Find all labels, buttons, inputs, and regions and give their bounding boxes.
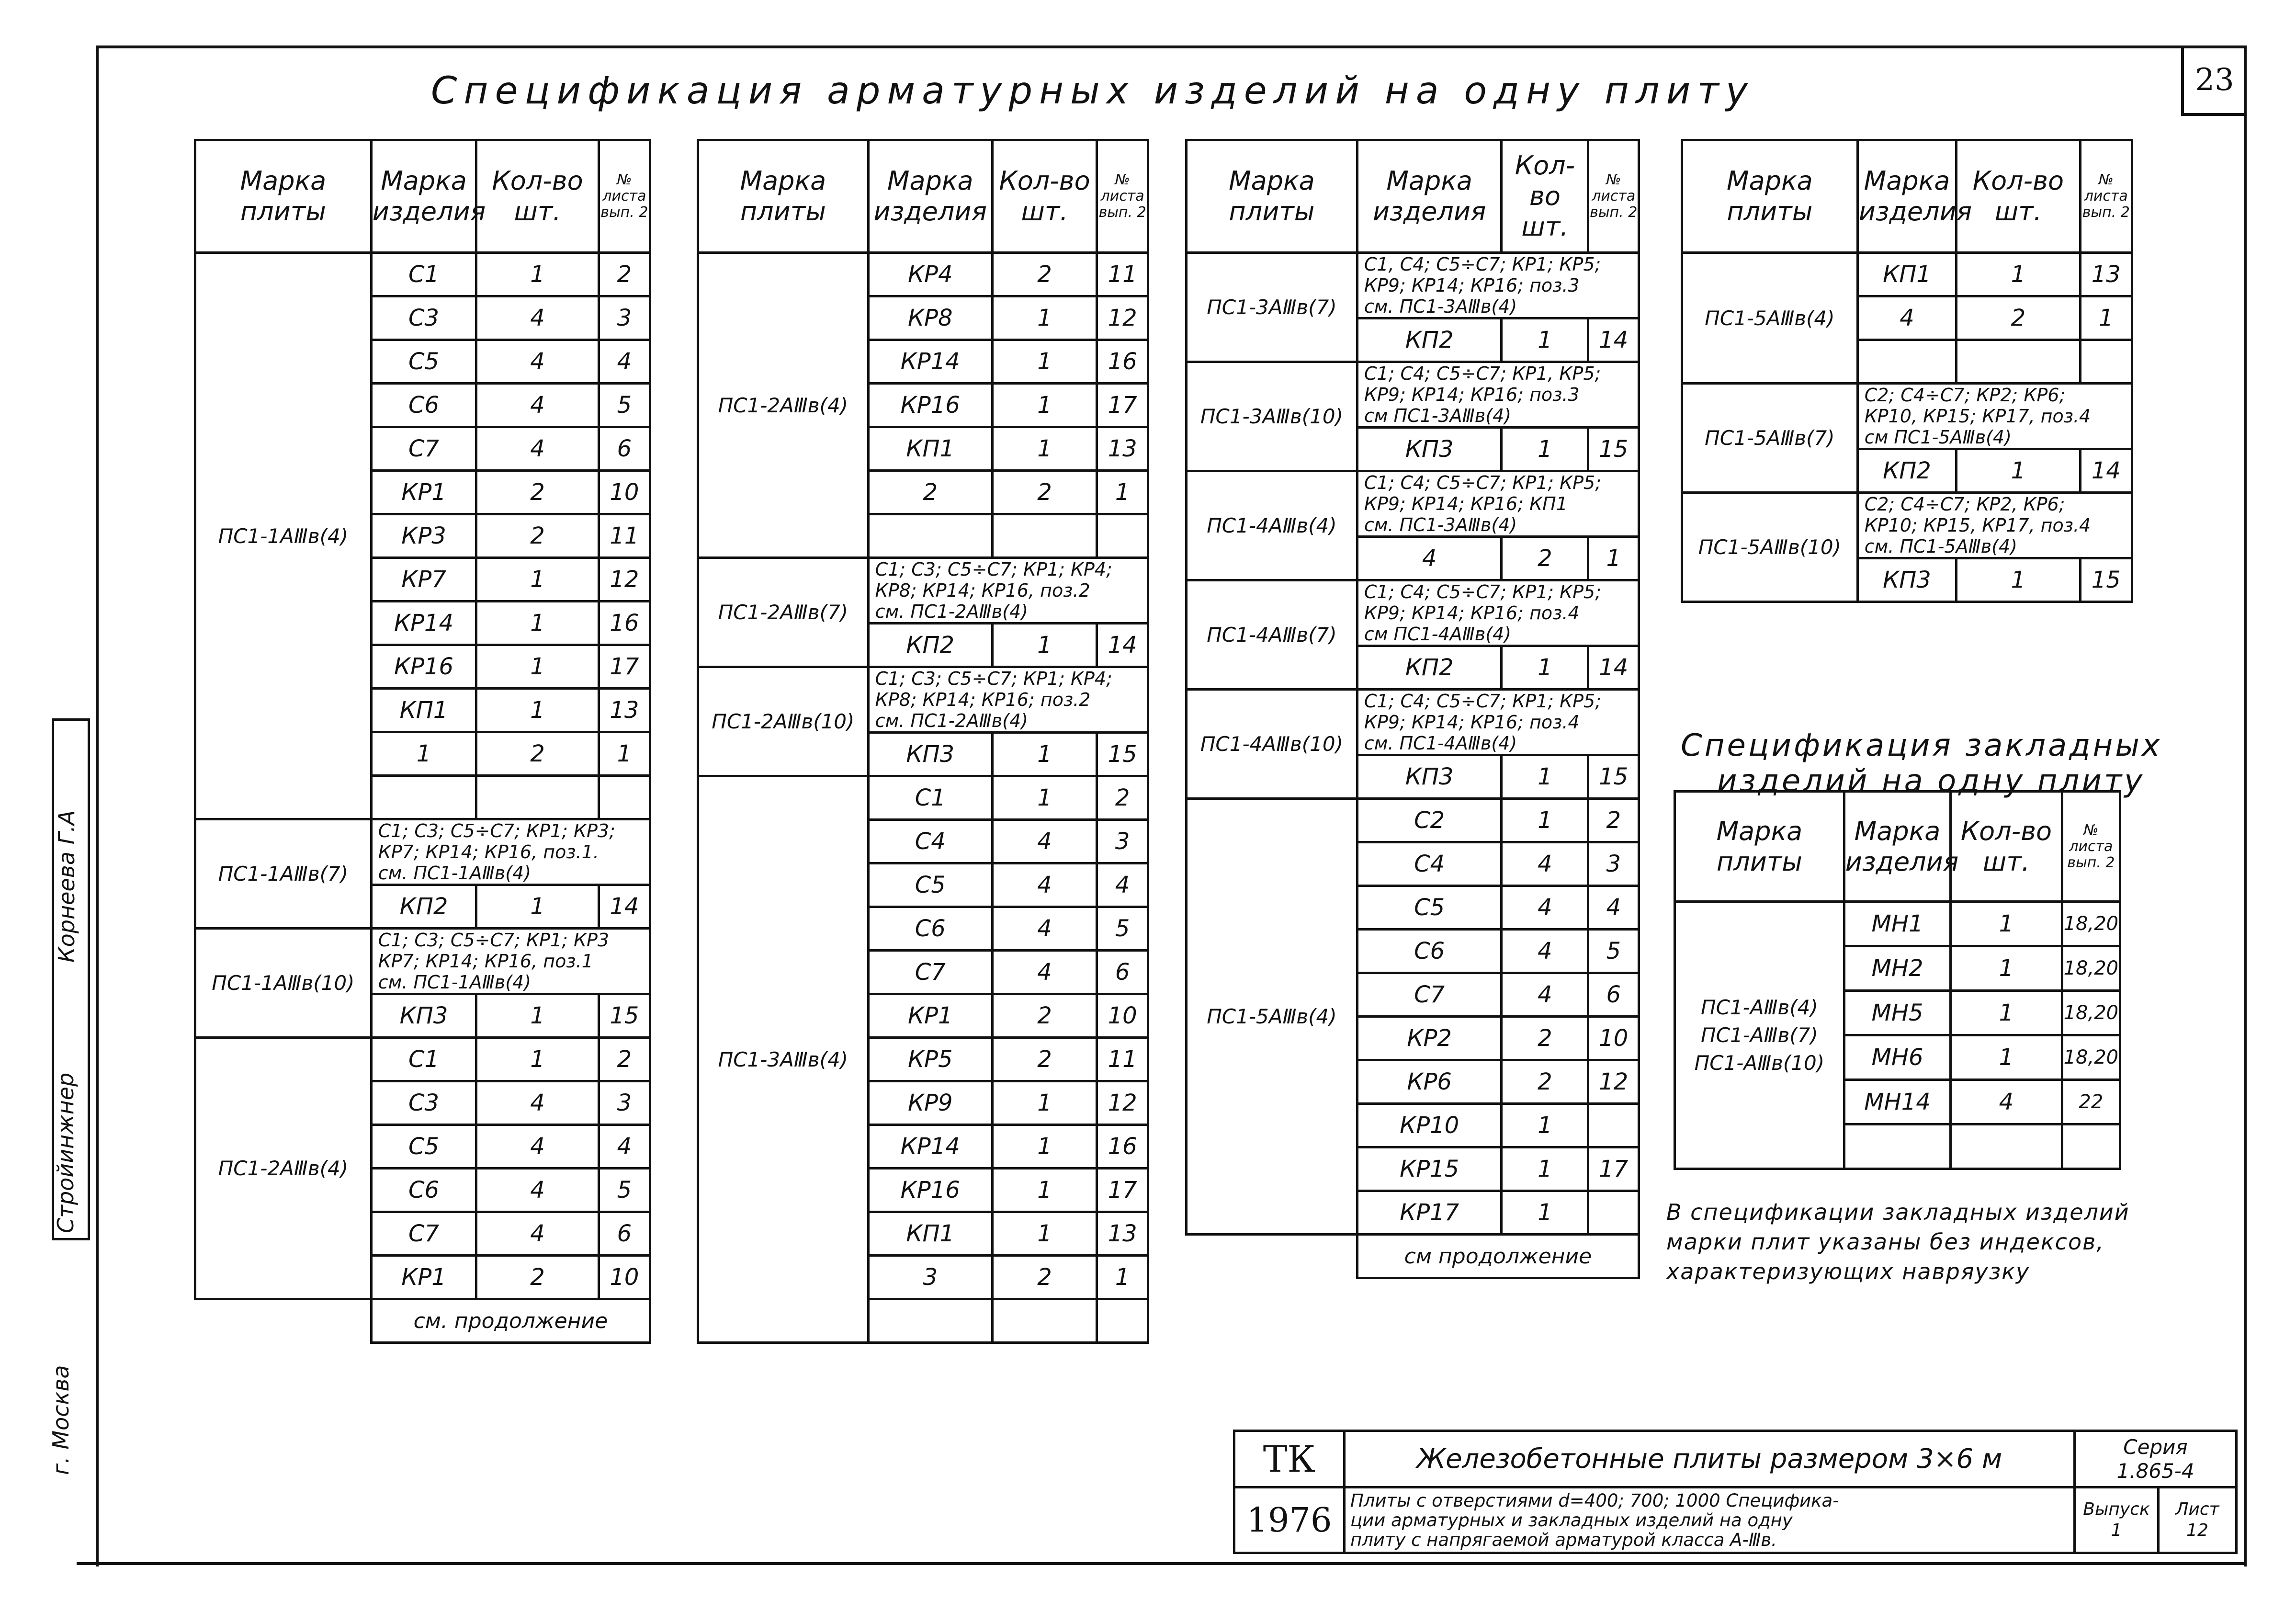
cell: 1: [992, 1212, 1097, 1256]
stamp-sheet: [2159, 1487, 2237, 1553]
cell: 1: [1502, 318, 1588, 362]
cell: 4: [476, 1125, 599, 1169]
cell: 16: [1097, 1125, 1148, 1169]
cell: 3: [599, 1081, 650, 1125]
remark-note: В спецификации закладных изделий марки плит указаны без индексов, характеризующих навряузку: [1666, 1199, 2130, 1284]
cell: 1: [599, 732, 650, 776]
cell: [1097, 1299, 1148, 1343]
header-sheet: № листа вып. 2: [1588, 140, 1639, 253]
cell: 13: [1097, 1212, 1148, 1256]
cell: 3: [868, 1256, 992, 1299]
cell: 10: [1097, 994, 1148, 1038]
cell: [1951, 1124, 2062, 1169]
plate-mark: ПС1-5АⅢв(4): [1682, 253, 1858, 384]
cell: 1: [1951, 946, 2062, 991]
cell: С5: [1357, 886, 1502, 930]
cell: 4: [1857, 296, 1957, 340]
cell: КП2: [371, 885, 476, 929]
cell: МН14: [1844, 1080, 1950, 1124]
cell: [1844, 1124, 1950, 1169]
cell: 13: [599, 689, 650, 732]
cell: С6: [371, 1169, 476, 1212]
plate-mark: ПС1-3АⅢв(10): [1187, 362, 1357, 471]
cell: 17: [1097, 1169, 1148, 1212]
header-item: Марка изделия: [868, 140, 992, 253]
note-cell: С1; С4; С5÷С7; КР1; КР5; КР9; КР14; КР16; поз.4 см ПС1-4АⅢв(4): [1357, 580, 1639, 646]
cell: 5: [599, 384, 650, 427]
cell: КП3: [371, 994, 476, 1038]
cell: 10: [599, 1256, 650, 1299]
cell: 1: [1951, 902, 2062, 946]
note-cell: С1, С4; С5÷С7; КР1; КР5; КР9; КР14; КР16; поз.3 см. ПС1-3АⅢв(4): [1357, 253, 1639, 318]
continuation-note: см. продолжение: [371, 1299, 650, 1343]
cell: 1: [992, 733, 1097, 776]
cell: 4: [992, 951, 1097, 994]
header-plate: Марка плиты: [1682, 140, 1858, 253]
table-row: [1675, 902, 2120, 946]
cell: КР14: [868, 340, 992, 384]
cell: 13: [1097, 427, 1148, 471]
cell: 2: [1502, 1017, 1588, 1060]
spec-table-3: [1185, 139, 1640, 1279]
plate-mark: ПС1-1АⅢв(4): [195, 253, 372, 819]
cell: 1: [1951, 991, 2062, 1035]
cell: КР1: [371, 471, 476, 514]
cell: 4: [992, 907, 1097, 951]
cell: 1: [992, 1081, 1097, 1125]
cell: С1: [371, 253, 476, 296]
header-qty: Кол-во шт.: [1951, 792, 2062, 902]
plate-mark: ПС1-3АⅢв(7): [1187, 253, 1357, 362]
note-cell: С2; С4÷С7; КР2, КР6; КР10; КР15, КР17, поз.4 см. ПС1-5АⅢв(4): [1857, 493, 2132, 558]
cell: КР16: [868, 1169, 992, 1212]
cell: 1: [2080, 296, 2132, 340]
cell: КП3: [1857, 558, 1957, 602]
cell: КР7: [371, 558, 476, 602]
cell: 16: [1097, 340, 1148, 384]
cell: 1: [371, 732, 476, 776]
header-qty: Кол-во шт.: [1957, 140, 2080, 253]
cell: 4: [1502, 886, 1588, 930]
cell: 1: [476, 885, 599, 929]
cell: 2: [992, 471, 1097, 514]
cell: 1: [1097, 471, 1148, 514]
cell: 4: [1502, 842, 1588, 886]
cell: 3: [599, 296, 650, 340]
cell: КР10: [1357, 1104, 1502, 1147]
stamp-year: 1976: [1234, 1487, 1345, 1553]
plate-mark: ПС1-5АⅢв(7): [1682, 384, 1858, 493]
plate-mark: ПС1-АⅢв(4) ПС1-АⅢв(7) ПС1-АⅢв(10): [1675, 902, 1844, 1169]
table-row: [195, 253, 650, 296]
page-number: 23: [2181, 47, 2245, 116]
cell: КР14: [868, 1125, 992, 1169]
cell: [1857, 340, 1957, 384]
cell: 6: [599, 1212, 650, 1256]
cell: КП2: [1357, 646, 1502, 690]
cell: 2: [868, 471, 992, 514]
stamp-issue-label: Выпуск: [2083, 1499, 2150, 1519]
cell: 1: [1502, 799, 1588, 842]
cell: С4: [1357, 842, 1502, 886]
cell: 4: [992, 820, 1097, 863]
stamp-description: Плиты с отверстиями d=400; 700; 1000 Специфика- ции арматурных и закладных изделий на одну плиту с напрягаемой арматурой класса А-Ⅲв.: [1345, 1487, 2075, 1553]
embedded-spec-table: [1674, 790, 2121, 1170]
cell: 15: [2080, 558, 2132, 602]
stamp-sheet-value: 12: [2186, 1521, 2208, 1540]
header-plate: Марка плиты: [698, 140, 869, 253]
cell: 4: [476, 1081, 599, 1125]
cell: 1: [1502, 1147, 1588, 1191]
cell: 13: [2080, 253, 2132, 296]
header-plate: Марка плиты: [1187, 140, 1357, 253]
cell: КР4: [868, 253, 992, 296]
cell: 14: [1097, 624, 1148, 667]
cell: 4: [992, 863, 1097, 907]
cell: 17: [599, 645, 650, 689]
plate-mark: ПС1-2АⅢв(4): [698, 253, 869, 558]
cell: С3: [371, 1081, 476, 1125]
cell: 4: [476, 1169, 599, 1212]
cell: 2: [1097, 776, 1148, 820]
plate-mark: ПС1-5АⅢв(4): [1187, 799, 1357, 1235]
cell: С1: [868, 776, 992, 820]
cell: 2: [599, 253, 650, 296]
cell: 4: [1588, 886, 1639, 930]
note-cell: С1; С4; С5÷С7; КР1; КР5; КР9; КР14; КР16; поз.4 см. ПС1-4АⅢв(4): [1357, 690, 1639, 755]
cell: 1: [1097, 1256, 1148, 1299]
cell: 4: [476, 296, 599, 340]
cell: 17: [1097, 384, 1148, 427]
cell: 4: [476, 427, 599, 471]
frame-bottom-line: [77, 1562, 2246, 1565]
header-qty: Кол-во шт.: [1502, 140, 1588, 253]
cell: КП2: [868, 624, 992, 667]
stamp-series: [2075, 1431, 2237, 1487]
header-sheet: № листа вып. 2: [599, 140, 650, 253]
cell: 2: [1502, 537, 1588, 580]
cell: [868, 514, 992, 558]
cell: КР3: [371, 514, 476, 558]
stamp-series-value: 1.865-4: [2116, 1459, 2194, 1483]
spec-table-1: [194, 139, 651, 1344]
cell: 4: [476, 384, 599, 427]
cell: КР2: [1357, 1017, 1502, 1060]
cell: 1: [476, 253, 599, 296]
cell: КП2: [1857, 449, 1957, 493]
main-title: Спецификация арматурных изделий на одну плиту: [431, 69, 1755, 113]
cell: 1: [992, 624, 1097, 667]
cell: С7: [371, 1212, 476, 1256]
note-cell: С1; С3; С5÷С7; КР1; КР4; КР8; КР14; КР16, поз.2 см. ПС1-2АⅢв(4): [868, 558, 1148, 624]
note-cell: С1; С3; С5÷С7; КР1; КР3 КР7; КР14; КР16, поз.1 см. ПС1-1АⅢв(4): [371, 929, 650, 994]
cell: КР15: [1357, 1147, 1502, 1191]
cell: 12: [1588, 1060, 1639, 1104]
header-item: Марка изделия: [1357, 140, 1502, 253]
cell: 14: [1588, 646, 1639, 690]
cell: КР16: [371, 645, 476, 689]
cell: 6: [1097, 951, 1148, 994]
cell: 3: [1588, 842, 1639, 886]
cell: КР17: [1357, 1191, 1502, 1235]
cell: [1588, 1104, 1639, 1147]
cell: КР8: [868, 296, 992, 340]
cell: 1: [476, 558, 599, 602]
header-sheet: № листа вып. 2: [2080, 140, 2132, 253]
plate-mark: ПС1-4АⅢв(4): [1187, 471, 1357, 580]
table-row: [698, 776, 1148, 820]
plate-mark: ПС1-4АⅢв(7): [1187, 580, 1357, 690]
cell: 5: [599, 1169, 650, 1212]
cell: 2: [992, 1256, 1097, 1299]
cell: 10: [1588, 1017, 1639, 1060]
cell: КП1: [1857, 253, 1957, 296]
sidebar-name: Корнеева Г.А: [54, 810, 79, 963]
cell: КР1: [371, 1256, 476, 1299]
cell: С5: [371, 340, 476, 384]
cell: С3: [371, 296, 476, 340]
cell: 14: [1588, 318, 1639, 362]
header-qty: Кол-во шт.: [476, 140, 599, 253]
cell: 2: [1502, 1060, 1588, 1104]
cell: 1: [476, 1038, 599, 1081]
cell: 1: [1588, 537, 1639, 580]
cell: 12: [1097, 1081, 1148, 1125]
header-sheet: № листа вып. 2: [2062, 792, 2120, 902]
note-cell: С1; С4; С5÷С7; КР1; КР5; КР9; КР14; КР16; КП1 см. ПС1-3АⅢв(4): [1357, 471, 1639, 537]
cell: С7: [1357, 973, 1502, 1017]
cell: 18,20: [2062, 902, 2120, 946]
header-sheet: № листа вып. 2: [1097, 140, 1148, 253]
cell: 11: [599, 514, 650, 558]
cell: 1: [1957, 558, 2080, 602]
cell: 1: [992, 776, 1097, 820]
cell: 4: [599, 1125, 650, 1169]
stamp-sheet-label: Лист: [2175, 1499, 2219, 1519]
cell: 12: [599, 558, 650, 602]
cell: 1: [992, 427, 1097, 471]
cell: [1588, 1191, 1639, 1235]
cell: КП3: [1357, 755, 1502, 799]
cell: 2: [1957, 296, 2080, 340]
cell: КП1: [371, 689, 476, 732]
cell: 1: [1502, 755, 1588, 799]
table-row: [1187, 799, 1639, 842]
cell: КР16: [868, 384, 992, 427]
cell: 15: [1588, 428, 1639, 471]
cell: 1: [1502, 1191, 1588, 1235]
cell: 2: [992, 994, 1097, 1038]
cell: 15: [599, 994, 650, 1038]
cell: КР6: [1357, 1060, 1502, 1104]
stamp-series-label: Серия: [2123, 1435, 2188, 1459]
header-item: Марка изделия: [1857, 140, 1957, 253]
cell: 15: [1097, 733, 1148, 776]
cell: [1957, 340, 2080, 384]
plate-mark: ПС1-1АⅢв(7): [195, 819, 372, 929]
cell: 6: [599, 427, 650, 471]
cell: 1: [1502, 428, 1588, 471]
cell: [476, 776, 599, 819]
cell: 2: [1588, 799, 1639, 842]
cell: 2: [476, 732, 599, 776]
cell: КП1: [868, 427, 992, 471]
cell: 11: [1097, 253, 1148, 296]
cell: 4: [476, 340, 599, 384]
cell: С4: [868, 820, 992, 863]
cell: 11: [1097, 1038, 1148, 1081]
cell: 1: [992, 384, 1097, 427]
cell: 1: [476, 994, 599, 1038]
cell: КП3: [1357, 428, 1502, 471]
cell: 14: [599, 885, 650, 929]
continuation-note: см продолжение: [1357, 1235, 1639, 1278]
cell: МН6: [1844, 1035, 1950, 1080]
table-row: [195, 1038, 650, 1081]
header-item: Марка изделия: [371, 140, 476, 253]
cell: 4: [1502, 930, 1588, 973]
plate-mark: ПС1-2АⅢв(4): [195, 1038, 372, 1299]
spec-table-4: [1681, 139, 2133, 603]
cell: 4: [1097, 863, 1148, 907]
header-plate: Марка плиты: [1675, 792, 1844, 902]
cell: 2: [992, 253, 1097, 296]
cell: С7: [868, 951, 992, 994]
cell: КР1: [868, 994, 992, 1038]
cell: 1: [992, 296, 1097, 340]
cell: 18,20: [2062, 946, 2120, 991]
table-row: [1682, 253, 2132, 296]
cell: КП2: [1357, 318, 1502, 362]
cell: 12: [1097, 296, 1148, 340]
note-cell: С1; С4; С5÷С7; КР1, КР5; КР9; КР14; КР16; поз.3 см ПС1-3АⅢв(4): [1357, 362, 1639, 428]
cell: 4: [1502, 973, 1588, 1017]
cell: С1: [371, 1038, 476, 1081]
cell: 10: [599, 471, 650, 514]
plate-mark: ПС1-1АⅢв(10): [195, 929, 372, 1038]
note-cell: С1; С3; С5÷С7; КР1; КР4; КР8; КР14; КР16; поз.2 см. ПС1-2АⅢв(4): [868, 667, 1148, 733]
spec-table-2: [697, 139, 1149, 1344]
cell: КП1: [868, 1212, 992, 1256]
cell: 3: [1097, 820, 1148, 863]
cell: 4: [1951, 1080, 2062, 1124]
cell: С5: [868, 863, 992, 907]
cell: 4: [599, 340, 650, 384]
table-row: [698, 253, 1148, 296]
cell: [2062, 1124, 2120, 1169]
header-item: Марка изделия: [1844, 792, 1950, 902]
cell: 5: [1588, 930, 1639, 973]
cell: КР5: [868, 1038, 992, 1081]
cell: 1: [992, 1125, 1097, 1169]
cell: МН1: [1844, 902, 1950, 946]
plate-mark: ПС1-2АⅢв(10): [698, 667, 869, 776]
plate-mark: ПС1-5АⅢв(10): [1682, 493, 1858, 602]
cell: 17: [1588, 1147, 1639, 1191]
header-qty: Кол-во шт.: [992, 140, 1097, 253]
cell: 14: [2080, 449, 2132, 493]
stamp-issue: [2075, 1487, 2159, 1553]
cell: 18,20: [2062, 1035, 2120, 1080]
cell: 2: [992, 1038, 1097, 1081]
cell: 2: [476, 1256, 599, 1299]
cell: С6: [371, 384, 476, 427]
cell: [599, 776, 650, 819]
cell: 2: [476, 471, 599, 514]
cell: 22: [2062, 1080, 2120, 1124]
note-cell: С2; С4÷С7; КР2; КР6; КР10, КР15; КР17, поз.4 см ПС1-5АⅢв(4): [1857, 384, 2132, 449]
cell: 6: [1588, 973, 1639, 1017]
header-plate: Марка плиты: [195, 140, 372, 253]
stamp-code: ТК: [1234, 1431, 1345, 1487]
cell: 1: [1951, 1035, 2062, 1080]
cell: 1: [476, 645, 599, 689]
cell: 4: [1357, 537, 1502, 580]
cell: 15: [1588, 755, 1639, 799]
cell: [868, 1299, 992, 1343]
cell: 1: [1502, 646, 1588, 690]
cell: МН2: [1844, 946, 1950, 991]
cell: 1: [1502, 1104, 1588, 1147]
cell: 2: [476, 514, 599, 558]
cell: 16: [599, 602, 650, 645]
stamp-issue-value: 1: [2111, 1521, 2122, 1540]
cell: [1097, 514, 1148, 558]
stamp-title: Железобетонные плиты размером 3×6 м: [1345, 1431, 2075, 1487]
cell: 1: [476, 602, 599, 645]
title-block: [1233, 1430, 2238, 1554]
cell: С5: [371, 1125, 476, 1169]
cell: С6: [868, 907, 992, 951]
cell: 1: [1957, 253, 2080, 296]
embedded-spec-title: Спецификация закладных изделий на одну плиту: [1681, 728, 2162, 799]
cell: [992, 1299, 1097, 1343]
plate-mark: ПС1-2АⅢв(7): [698, 558, 869, 667]
plate-mark: ПС1-3АⅢв(4): [698, 776, 869, 1343]
cell: КП3: [868, 733, 992, 776]
cell: [2080, 340, 2132, 384]
cell: МН5: [1844, 991, 1950, 1035]
cell: 1: [992, 1169, 1097, 1212]
cell: С6: [1357, 930, 1502, 973]
cell: С7: [371, 427, 476, 471]
cell: 4: [476, 1212, 599, 1256]
cell: 1: [992, 340, 1097, 384]
cell: 5: [1097, 907, 1148, 951]
sidebar-org: Стройинжнер: [53, 1072, 79, 1233]
note-cell: С1; С3; С5÷С7; КР1; КР3; КР7; КР14; КР16, поз.1. см. ПС1-1АⅢв(4): [371, 819, 650, 885]
cell: 18,20: [2062, 991, 2120, 1035]
sidebar-city: г. Москва: [48, 1365, 74, 1475]
cell: КР9: [868, 1081, 992, 1125]
cell: [371, 776, 476, 819]
cell: 2: [599, 1038, 650, 1081]
cell: 1: [1957, 449, 2080, 493]
cell: КР14: [371, 602, 476, 645]
cell: С2: [1357, 799, 1502, 842]
cell: 1: [476, 689, 599, 732]
cell: [992, 514, 1097, 558]
plate-mark: ПС1-4АⅢв(10): [1187, 690, 1357, 799]
